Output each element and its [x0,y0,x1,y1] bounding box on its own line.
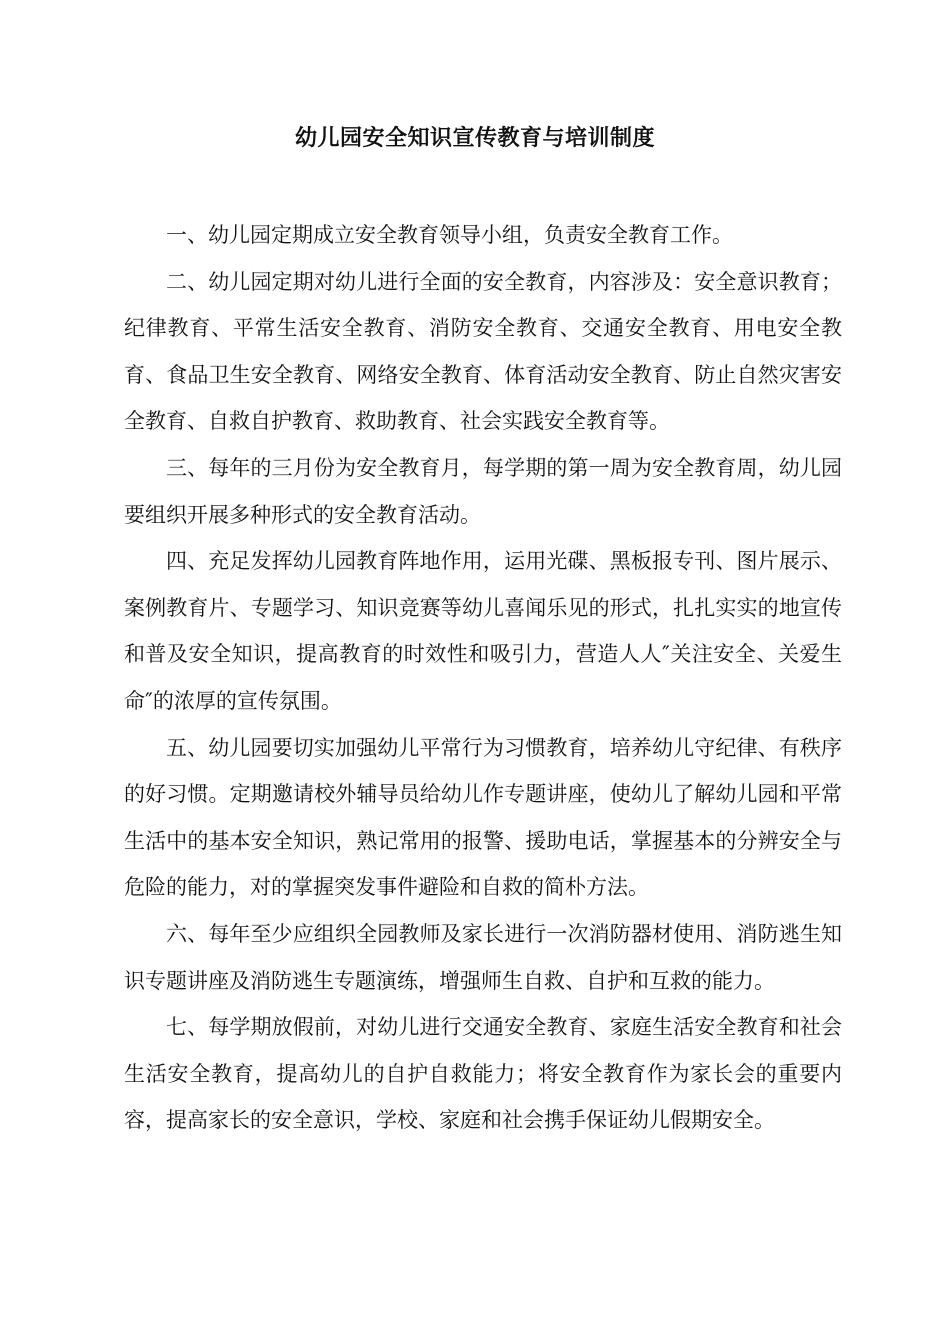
document-body [124,212,842,1144]
document-title: 幼儿园安全知识宣传教育与培训制度 [294,125,655,151]
paragraph-6: 六、每年至少应组织全园教师及家长进行一次消防器材使用、消防逃生知识专题讲座及消防逃生专题演练，增强师生自救、自护和互救的能力。 [124,921,842,993]
paragraph-4: 四、充足发挥幼儿园教育阵地作用，运用光碟、黑板报专刊、图片展示、案例教育片、专题学习、知识竞赛等幼儿喜闻乐见的形式，扎扎实实的地宣传和普及安全知识，提高教育的时效性和吸引力，营造人人″关注安全、关爱生命″的浓厚的宣传氛围。 [124,549,842,713]
paragraph-2: 二、幼儿园定期对幼儿进行全面的安全教育，内容涉及：安全意识教育；纪律教育、平常生活安全教育、消防安全教育、交通安全教育、用电安全教育、食品卫生安全教育、网络安全教育、体育活动安全教育、防止自然灾害安全教育、自救自护教育、救助教育、社会实践安全教育等。 [124,269,842,434]
paragraph-5: 五、幼儿园要切实加强幼儿平常行为习惯教育，培养幼儿守纪律、有秩序的好习惯。定期邀请校外辅导员给幼儿作专题讲座，使幼儿了解幼儿园和平常生活中的基本安全知识，熟记常用的报警、援助电话，掌握基本的分辨安全与危险的能力，对的掌握突发事件避险和自救的简朴方法。 [124,735,842,900]
paragraph-7: 七、每学期放假前，对幼儿进行交通安全教育、家庭生活安全教育和社会生活安全教育，提高幼儿的自护自救能力；将安全教育作为家长会的重要内容，提高家长的安全意识，学校、家庭和社会携手保证幼儿假期安全。 [124,1015,842,1133]
paragraph-3: 三、每年的三月份为安全教育月，每学期的第一周为安全教育周，幼儿园要组织开展多种形式的安全教育活动。 [124,455,842,527]
paragraph-1: 一、幼儿园定期成立安全教育领导小组，负责安全教育工作。 [166,223,733,247]
